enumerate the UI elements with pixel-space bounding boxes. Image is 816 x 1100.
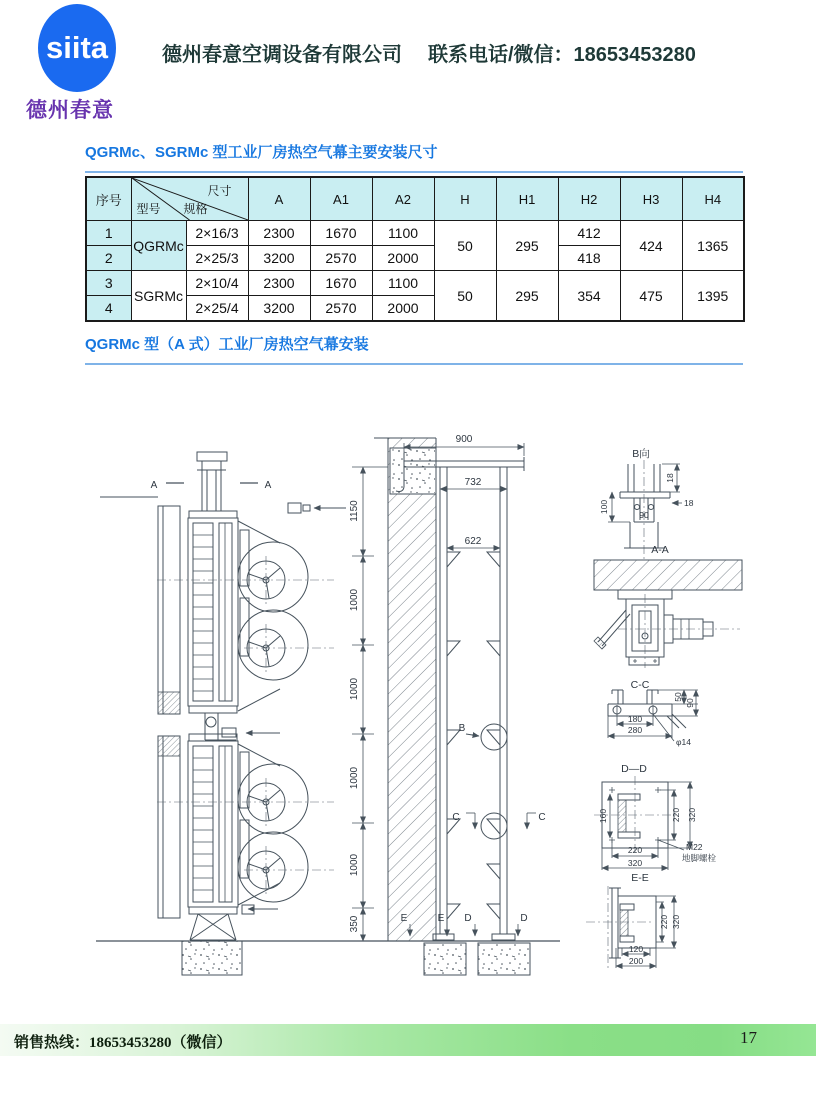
logo-text: siita [45,30,109,65]
page-number: 17 [740,1028,757,1047]
dim-90: 90 [685,698,695,708]
dim-1000: 1000 [349,766,360,790]
cell-A: 2300 [248,271,310,296]
cell-A: 3200 [248,296,310,322]
cell-spec: 2×25/4 [186,296,248,322]
cell-A: 3200 [248,246,310,271]
callout-e: E [437,913,445,924]
dim-622: 622 [464,536,482,547]
cell-model: SGRMc [131,271,186,322]
detail-cc-title: C-C [630,679,650,691]
detail-b-title: B向 [632,448,650,460]
cell-A2: 2000 [372,296,434,322]
detail-ee-section [586,872,681,970]
dim-900: 900 [455,434,473,445]
concrete-footing [424,943,466,975]
col-header-A1: A1 [310,177,372,221]
col-header-A: A [248,177,310,221]
col-header-H2: H2 [558,177,620,221]
cell-spec: 2×25/3 [186,246,248,271]
corner-label-spec: 规格 [183,202,208,216]
corner-label-model: 型号 [136,202,161,216]
wall-hatch [388,438,436,941]
dim-220: 220 [659,914,669,930]
detail-aa-title: A-A [651,544,669,556]
left-elevation-view [100,452,346,975]
callout-d: D [520,913,528,924]
contact-phone: 联系电话/微信：18653453280 [428,44,696,66]
logo-subtext: 德州春意 [26,99,114,122]
cell-A: 2300 [248,221,310,246]
detail-b-view [599,447,694,560]
cell-model: QGRMc [131,221,186,271]
detail-ee-title: E-E [631,872,649,884]
col-header-no: 序号 [86,177,131,221]
col-header-H1: H1 [496,177,558,221]
section-a-label: A [264,480,272,491]
dim-18: 18 [684,498,694,508]
col-header-A2: A2 [372,177,434,221]
cell-no: 3 [86,271,131,296]
callout-circle-c [481,813,507,839]
detail-dd-section [594,763,717,870]
section-a-label: A [150,480,158,491]
dim-1000: 1000 [349,677,360,701]
cell-A1: 2570 [310,246,372,271]
cell-A1: 1670 [310,271,372,296]
dim-220: 220 [671,807,681,823]
callout-b: B [458,723,466,734]
cell-no: 1 [86,221,131,246]
label-m22: M22 [686,842,703,852]
callout-circle-b [481,724,507,750]
cell-spec: 2×10/4 [186,271,248,296]
callout-d: D [464,913,472,924]
sales-hotline: 销售热线：18653453280（微信） [14,1035,232,1051]
cell-H2: 412 [558,221,620,246]
cell-A1: 1670 [310,221,372,246]
wall-section-hatch [594,560,742,590]
dim-1000: 1000 [349,853,360,877]
callout-e: E [400,913,408,924]
cell-H1: 295 [496,221,558,271]
table-row [86,271,744,296]
dim-1150: 1150 [349,500,360,522]
dim-320: 320 [627,858,643,868]
dim-90: 90 [639,510,649,520]
concrete-footing [478,943,530,975]
dim-732: 732 [464,477,482,488]
cell-H: 50 [434,221,496,271]
cell-H4: 1395 [682,271,744,322]
dim-1000: 1000 [349,588,360,612]
table-row [86,221,744,246]
dim-200: 200 [628,956,644,966]
dim-320: 320 [687,807,697,823]
dim-phi14: φ14 [676,737,691,747]
siita-logo [38,4,116,92]
col-header-H: H [434,177,496,221]
dim-350: 350 [349,915,360,933]
cell-H3: 475 [620,271,682,322]
cell-A2: 2000 [372,246,434,271]
callout-c: C [452,812,460,823]
cell-spec: 2×16/3 [186,221,248,246]
corner-label-size: 尺寸 [207,184,232,198]
cell-no: 4 [86,296,131,322]
cell-no: 2 [86,246,131,271]
company-name: 德州春意空调设备有限公司 [162,44,402,66]
cell-A2: 1100 [372,271,434,296]
cell-H1: 295 [496,271,558,322]
cell-A2: 1100 [372,221,434,246]
detail-dd-title: D—D [621,763,647,775]
cell-H: 50 [434,271,496,322]
callout-c: C [538,812,546,823]
detail-cc-section [608,679,698,747]
dim-120: 120 [628,944,644,954]
dim-160: 160 [598,808,608,824]
dim-180: 180 [627,714,643,724]
table-header-row [86,177,744,221]
cell-H2: 418 [558,246,620,271]
detail-aa-section [594,544,742,668]
label-anchor-bolt: 地脚螺栓 [682,853,717,863]
dim-220: 220 [627,845,643,855]
col-header-H3: H3 [620,177,682,221]
dim-18: 18 [665,473,675,483]
cell-H4: 1365 [682,221,744,271]
cell-A1: 2570 [310,296,372,322]
col-header-H4: H4 [682,177,744,221]
spec-table [85,176,745,322]
dim-320: 320 [671,914,681,930]
section2-title: QGRMc 型（A 式）工业厂房热空气幕安装 [85,333,743,365]
dim-50: 50 [673,692,683,702]
dim-100: 100 [599,499,609,515]
fan-impeller [244,624,334,672]
cell-H2: 354 [558,271,620,322]
concrete-footing [182,941,242,975]
dim-280: 280 [627,725,643,735]
cell-H3: 424 [620,221,682,271]
section1-title: QGRMc、SGRMc 型工业厂房热空气幕主要安装尺寸 [85,141,743,173]
fan-impeller [244,846,334,894]
diagonal-header-cell [131,177,248,221]
installation-drawing [0,395,816,1007]
